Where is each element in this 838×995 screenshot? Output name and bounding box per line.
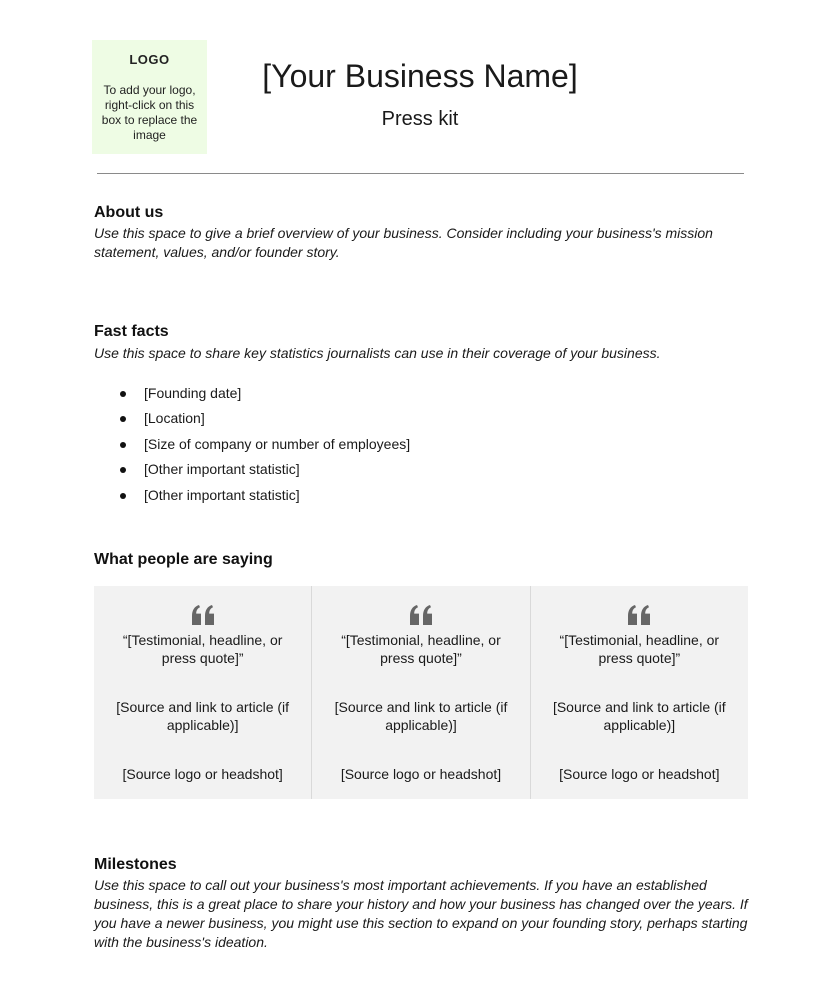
fast-facts-list	[118, 381, 410, 508]
list-item	[118, 381, 410, 406]
testimonial-source: [Source and link to article (if applicable)]	[552, 699, 726, 733]
testimonial-logo-placeholder: [Source logo or headshot]	[340, 766, 502, 782]
testimonial-logo-placeholder: [Source logo or headshot]	[559, 766, 720, 782]
testimonial-quote: “[Testimonial, headline, or press quote]”	[559, 632, 720, 666]
logo-title: LOGO	[129, 52, 170, 67]
fast-facts-description: Use this space to share key statistics journalists can use in their coverage of your business.	[94, 345, 661, 361]
list-item	[118, 432, 410, 457]
logo-instructions: To add your logo, right-click on this box to replace the image	[101, 83, 198, 142]
testimonial-quote: “[Testimonial, headline, or press quote]”	[122, 632, 283, 666]
quote-icon	[191, 605, 215, 625]
bullet-icon	[120, 416, 126, 422]
list-item	[118, 457, 410, 482]
testimonial-quote: “[Testimonial, headline, or press quote]”	[341, 632, 501, 666]
testimonial-card	[530, 586, 748, 799]
fact-text: [Founding date]	[144, 385, 242, 401]
bullet-icon	[120, 467, 126, 473]
milestones-description: Use this space to call out your business's most important achievements. If you have an established business, this is a great place to share your history and how your business has changed over the years. If you have a newer business, you might use this section to expand on your founding story, perhaps starting with the business's ideation.	[94, 877, 748, 950]
testimonial-logo-placeholder: [Source logo or headshot]	[122, 766, 283, 782]
header-divider	[97, 173, 744, 174]
quote-icon	[627, 605, 651, 625]
list-item	[118, 483, 410, 508]
fact-text: [Location]	[144, 410, 205, 427]
testimonial-source: [Source and link to article (if applicable)]	[334, 699, 508, 733]
bullet-icon	[120, 442, 126, 448]
list-item	[118, 406, 410, 431]
bullet-icon	[120, 493, 126, 499]
testimonials-table	[94, 586, 748, 799]
testimonial-source: [Source and link to article (if applicable)]	[116, 699, 290, 733]
fact-text: [Other important statistic]	[144, 486, 300, 503]
about-description: Use this space to give a brief overview of your business. Consider including your business's mission statement, values, and/or founder story.	[94, 225, 713, 260]
testimonial-card	[94, 586, 311, 799]
fact-text: [Size of company or number of employees]	[144, 435, 411, 452]
fact-text: [Other important statistic]	[144, 461, 300, 478]
document-subtitle: Press kit	[381, 108, 459, 130]
testimonial-card	[311, 586, 529, 799]
business-name: [Your Business Name]	[262, 58, 578, 94]
about-title: About us	[94, 204, 164, 221]
bullet-icon	[120, 391, 126, 397]
quote-icon	[409, 605, 433, 625]
logo-placeholder[interactable]	[92, 40, 207, 154]
testimonials-title: What people are saying	[94, 551, 273, 568]
milestones-title: Milestones	[94, 856, 177, 873]
fast-facts-title: Fast facts	[94, 323, 169, 340]
